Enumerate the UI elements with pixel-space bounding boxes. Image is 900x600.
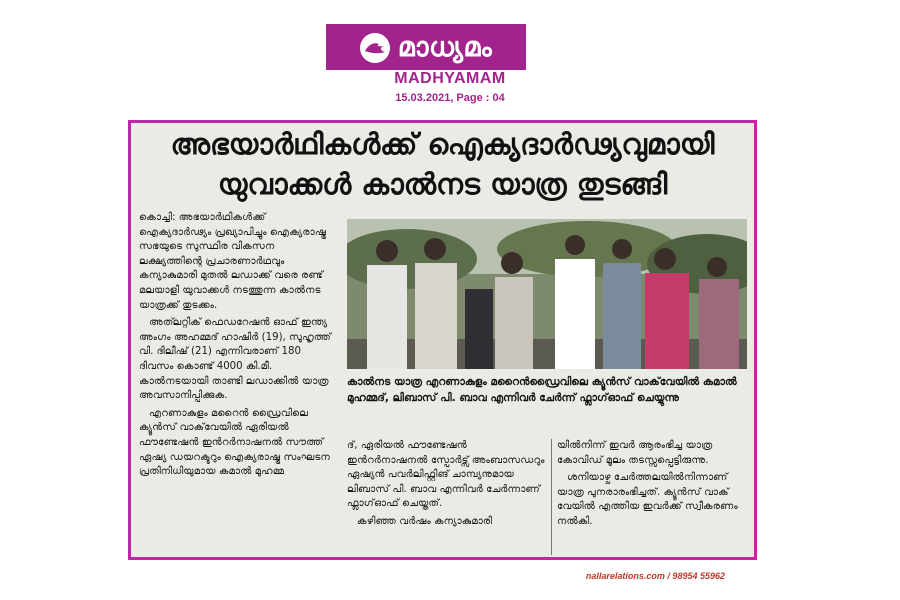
newspaper-emblem-icon [360, 33, 390, 63]
publication-name: MADHYAMAM [394, 70, 506, 87]
paragraph: ദ്, ഏരിയൽ ഫൗണ്ടേഷൻ ഇൻറർനാഷനൽ സ്പോർട്സ് അംബാസഡറും ഏഷ്യൻ പവർലിഫ്റ്റിങ് ചാമ്പ്യനുമായ ലിബാസ് പി. ബാവ എന്നിവർ ചേർന്നാണ് ഫ്ലാഗ്ഓഫ് ചെയ്തത്. [347, 440, 545, 510]
column-divider [551, 439, 552, 555]
photo-caption: കാൽനട യാത്ര എറണാകുളം മറൈൻഡ്രൈവിലെ ക്യൂൻസ് വാക്‌വേയിൽ കമാൽ മുഹമ്മദ്, ലിബാസ് പി. ബാവ എന്നിവർ ചേർന്ന് ഫ്ലാഗ്ഓഫ് ചെയ്യുന്നു [347, 376, 737, 404]
news-photo [347, 219, 747, 369]
footer-credit: nallarelations.com / 98954 55962 [585, 571, 725, 581]
paragraph: ശനിയാഴ്ച ചേർത്തലയിൽനിന്നാണ് യാത്ര പുനരാരംഭിച്ചത്. ക്യൂൻസ് വാക് വേയിൽ എത്തിയ ഇവർക്ക് സ്വീകരണം നൽകി. [557, 472, 738, 527]
publication-date: 15.03.2021, Page : 04 [395, 92, 505, 104]
paragraph: എറണാകുളം മറൈൻ ഡ്രൈവിലെ ക്യൂൻസ് വാക്‌വേയിൽ ഏരിയൽ ഫൗണ്ടേഷൻ ഇൻറർനാഷനൽ സൗത്ത് ഏഷ്യ ഡയറക്ടറും ഐക്യരാഷ്ട്ര സംഘടന പ്രതിനിധിയുമായ കമാൽ മുഹമ്മ [139, 407, 330, 478]
headline-line-1: അഭയാർഥികൾക്ക് ഐക്യദാർഢ്യവുമായി [170, 127, 715, 161]
logo-text: മാധ്യമം [397, 32, 493, 63]
paragraph: അത്‍ലറ്റിക് ഫെഡറേഷൻ ഓഫ് ഇന്ത്യ അംഗം അഹമ്മദ് ഹാഷിർ (19), സുഹൃത്ത് വി. ദിലീഷ് (21) എന്നിവരാണ് 180 ദിവസം കൊണ്ട് 4000 കി.മീ. കാൽനടയായി താണ്ടി ലഡാക്കിൽ യാത്ര അവസാനിപ്പിക്കുക. [139, 317, 332, 402]
paragraph: കൊച്ചി: അഭയാർഥികൾക്ക് ഐക്യദാർഢ്യം പ്രഖ്യാപിച്ചും ഐക്യരാഷ്ട്ര സഭയുടെ സുസ്ഥിര വികസന ലക്ഷ്യത്തിന്റെ പ്രചാരണാർഥവും കന്യാകുമാരി മുതൽ ലഡാക്ക് വരെ രണ്ട് മലയാളി യുവാക്കൾ നടത്തുന്ന കാൽനട യാത്രക്ക് തുടക്കം. [139, 212, 327, 311]
headline-line-2: യുവാക്കൾ കാൽനട യാത്ര തുടങ്ങി [217, 167, 668, 201]
news-clipping [128, 120, 757, 560]
article-column-2 [347, 439, 547, 557]
article-column-3 [557, 439, 747, 557]
article-column-1 [139, 211, 335, 557]
paragraph: കഴിഞ്ഞ വർഷം കന്യാകുമാരി [357, 515, 493, 527]
masthead-logo [326, 24, 526, 70]
paragraph: യിൽനിന്ന് ഇവർ ആരംഭിച്ച യാത്ര കോവിഡ് മൂലം തടസ്സപ്പെട്ടിരുന്നു. [557, 440, 713, 466]
